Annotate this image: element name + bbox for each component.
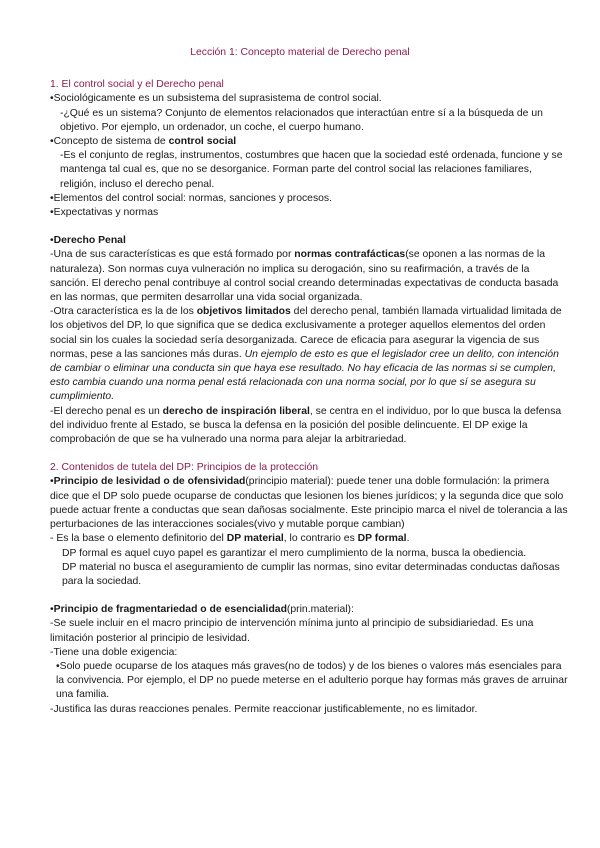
bold-term: derecho de inspiración liberal [162, 405, 310, 417]
bold-term: DP material [226, 533, 284, 545]
bold-term: normas contrafácticas [294, 249, 406, 261]
text: (se oponen a las normas de la naturaleza). Son normas cuya vulneración no implica su derogación, sino su reafirmación, a través de la sanción. El derecho penal contribuye al control social creando determinadas expectativas de conducta basada en las normas, que permiten desarrollar una vida social organizada. [50, 249, 559, 304]
text: . [406, 533, 410, 545]
text: (prin.material): [286, 604, 354, 616]
paragraph-objetivos-limitados [50, 305, 570, 404]
bullet-expectativas: • Expectativas y normas [50, 206, 570, 220]
section-heading-1: 1. El control social y el Derecho penal [50, 79, 224, 91]
text: Concepto de sistema de [53, 136, 169, 148]
bold-heading: Derecho Penal [53, 235, 126, 247]
text: del derecho penal, también llamada virtualidad limitada de los objetivos del DP, lo que significa que se dedica exclusivamente a proteger aquellos elementos del orden social sin los cuales la sociedad sería desorganizada. Carece de eficacia para asegurar la vigencia de sus normas, pese a las sanciones más duras. [50, 306, 562, 360]
bullet-control-social [50, 135, 570, 149]
text: , se centra en el individuo, por lo que busca la defensa del individuo frente al Estado, se busca la defensa en la posición del posible delincuente. El DP exige la comprobación de que se ha vulnerado una norma para alejar la arbitrariedad. [50, 405, 562, 446]
bold-term: DP formal [357, 533, 407, 545]
heading-derecho-penal [50, 234, 570, 248]
bold-term: Principio de lesividad o de ofensividad [53, 476, 246, 488]
text: -Otra característica es la de los [50, 306, 197, 318]
page-title: Lección 1: Concepto material de Derecho penal [190, 47, 410, 58]
bullet-subsistema: • Sociológicamente es un subsistema del suprasistema de control social. [50, 92, 570, 106]
section-heading-2: 2. Contenidos de tutela del DP: Principios de la protección [50, 462, 319, 474]
bullet-elementos: • Elementos del control social: normas, sanciones y procesos. [50, 192, 570, 206]
paragraph-lesividad [50, 475, 570, 532]
definition-sistema: -¿Qué es un sistema? Conjunto de elementos relacionados que interactúan entre sí a la búsqueda de un objetivo. Por ejemplo, un ordenador, un coche, el cuerpo humano. [60, 107, 543, 133]
heading-fragmentariedad [50, 603, 570, 617]
definition-control-social: -Es el conjunto de reglas, instrumentos, costumbres que hacen que la sociedad esté ordenada, funcione y se mantenga tal cual es, que no se desorganice. Forman parte del control social las relaciones familiares, religión, incluso el derecho penal. [60, 150, 563, 190]
bold-term: Principio de fragmentariedad o de esencialidad [53, 604, 287, 616]
text: -El derecho penal es un [50, 405, 163, 417]
paragraph-normas-contrafacticas [50, 248, 570, 305]
italic-example: Un ejemplo de esto es que el legislador cree un delito, con intención de cambiar o eliminar una conducta sin que haya ese resultado. No hay eficacia de las normas si se cumplen, esto cambia cuando una norma penal está relacionada con una norma social, por lo que sí se asegura su cumplimiento. [50, 348, 559, 403]
bold-term: control social [168, 136, 237, 148]
paragraph-doble-exigencia: -Tiene una doble exigencia: [50, 646, 178, 658]
text: -Una de sus características es que está formado por [50, 249, 295, 261]
paragraph-dp-formal: DP formal es aquel cuyo papel es garantizar el mero cumplimiento de la norma, busca la obediencia. [62, 547, 527, 559]
paragraph-inspiracion-liberal [50, 405, 570, 448]
document-page [50, 46, 570, 717]
bold-term: objetivos limitados [196, 306, 291, 318]
text: - Es la base o elemento definitorio del [50, 533, 227, 545]
text: , lo contrario es [283, 533, 358, 545]
paragraph-justifica: -Justifica las duras reacciones penales. Permite reaccionar justificablemente, no es limitador. [50, 703, 478, 715]
paragraph-dp-material-base [50, 532, 570, 546]
text: (principio material): puede tener una doble formulación: la primera dice que el DP solo puede ocuparse de conductas que lesionen los bienes jurídicos; y la segunda dice que solo puede actuar frente a conductas que sean dañosas socialmente. Este principio marca el nivel de tolerancia a las perturbaciones de las interacciones sociales(vivo y mutable porque cambian) [50, 476, 568, 531]
paragraph-dp-material: DP material no busca el aseguramiento de cumplir las normas, sino evitar determinadas conductas dañosas para la sociedad. [62, 561, 560, 587]
bullet-ataques-graves: • Solo puede ocuparse de los ataques más graves(no de todos) y de los bienes o valores más esenciales para la convivencia. Por ejemplo, el DP no puede meterse en el adulterio porque hay formas más graves de arruinar una familia. [50, 660, 570, 703]
paragraph-intervencion-minima: -Se suele incluir en el macro principio de intervención mínima junto al principio de subsidiariedad. Es una limitación posterior al principio de lesividad. [50, 618, 534, 644]
